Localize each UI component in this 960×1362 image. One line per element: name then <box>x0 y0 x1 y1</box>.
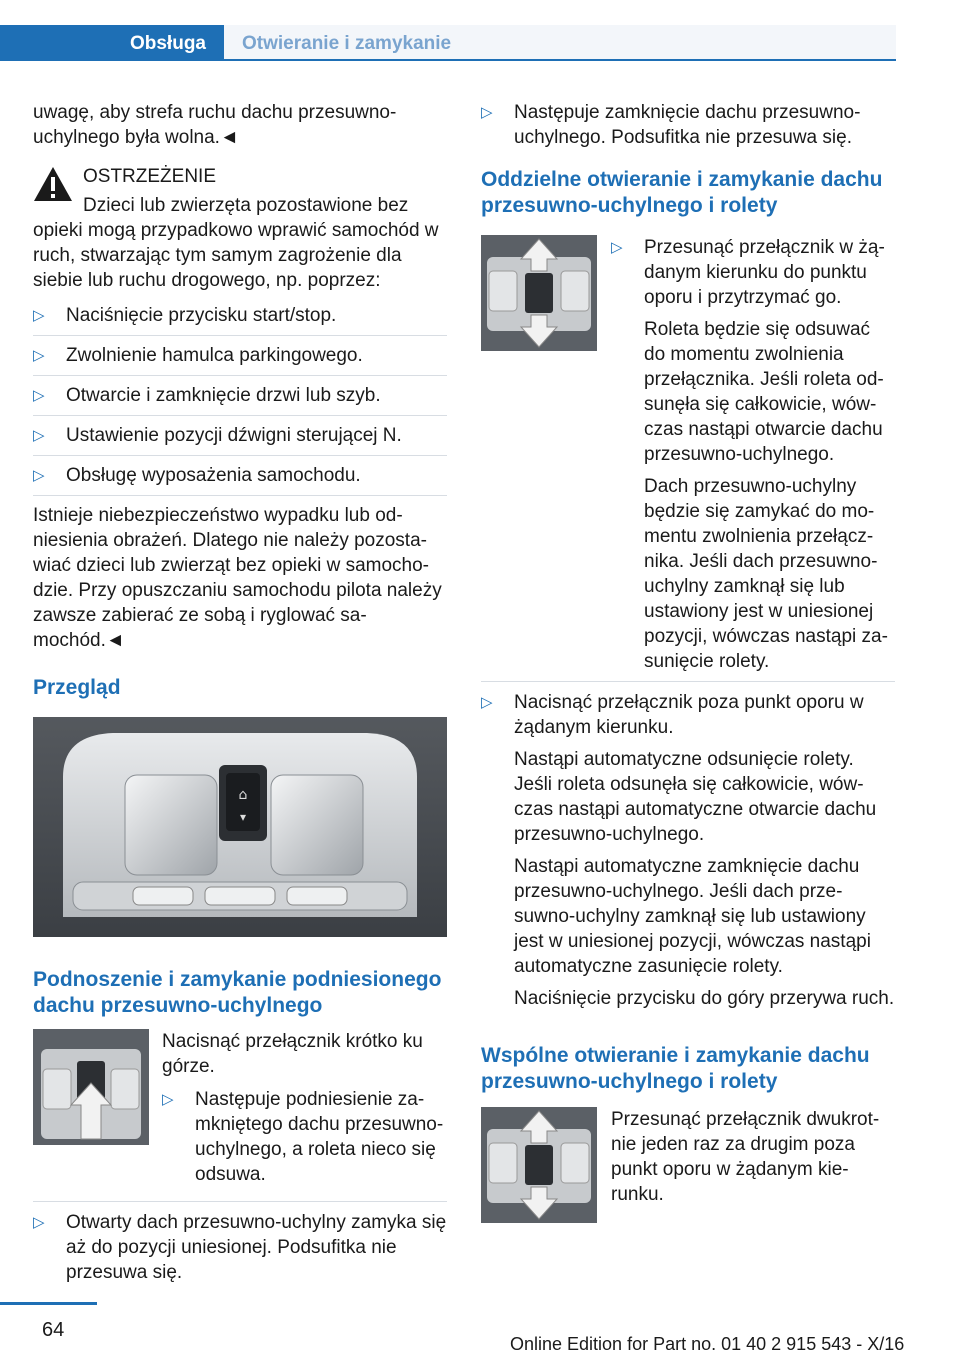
raise-list-2 <box>33 1210 447 1292</box>
svg-text:▾: ▾ <box>239 810 247 824</box>
list-item-text: Następuje podniesienie zamkniętego dachu przesuwno-uchylnego, a roleta nieco się odsuwa. <box>195 1089 444 1185</box>
raise-heading: Podnoszenie i zamykanie podniesionego dachu przesuwno-uchylnego <box>33 968 442 1017</box>
warning-after-text: Istnieje niebezpieczeństwo wypadku lub odniesienia obrażeń. Dlatego nie należy pozostawiać dzieci lub zwierząt bez opieki w samochodzie. Przy opuszczaniu samochodu pilota należy zawsze zabierać ze sobą i ryglować samochód.◄ <box>33 505 442 651</box>
page-number: 64 <box>42 1319 65 1341</box>
triangle-bullet-icon: ▷ <box>33 307 45 324</box>
list-item <box>481 100 895 157</box>
triangle-bullet-icon: ▷ <box>33 1214 45 1231</box>
warning-title: OSTRZEŻENIE <box>83 166 217 187</box>
raise-row <box>33 1029 447 1201</box>
switch-updown-image-2 <box>481 1107 597 1223</box>
footer-rule <box>0 1302 97 1305</box>
separate-list-2 <box>481 690 895 1025</box>
tab-chapter[interactable]: Otwieranie i zamykanie <box>224 25 896 61</box>
switch-updown-image <box>481 235 597 351</box>
list-item-text: Otwarty dach przesuwno-uchylny zamyka się aż do pozycji uniesionej. Podsufitka nie przesuwa się. <box>66 1212 447 1283</box>
warning-text <box>33 193 447 293</box>
separate-heading: Oddzielne otwieranie i zamykanie dachu przesuwno-uchylnego i rolety <box>481 168 883 217</box>
overview-heading: Przegląd <box>33 676 121 699</box>
list-item <box>481 690 895 1025</box>
raise-list <box>162 1087 447 1194</box>
svg-text:⌂: ⌂ <box>238 787 248 803</box>
separate-row <box>481 235 895 681</box>
separate-divider <box>481 681 895 682</box>
list-item <box>33 303 447 336</box>
warning-block <box>33 164 447 293</box>
list-item-text: Ustawienie pozycji dźwigni sterującej N. <box>66 425 402 446</box>
list-item <box>33 463 447 496</box>
top-list <box>481 100 895 157</box>
warning-text-content: Dzieci lub zwierzęta pozostawione bez opieki mogą przypadkowo wprawić samochód w ruch, stwarzając tym samym zagrożenie dla siebie lub ruchu drogowego, np. poprzez: <box>33 195 439 291</box>
list-item-text: Naciśnięcie przycisku start/stop. <box>66 305 337 326</box>
intro-line-1: uwagę, aby strefa ruchu dachu przesuwno- <box>33 102 397 123</box>
raise-text: Nacisnąć przełącznik krótko ku górze. <box>162 1031 423 1077</box>
triangle-bullet-icon: ▷ <box>33 467 45 484</box>
raise-content <box>162 1029 447 1201</box>
intro-line-2: uchylnego była wolna.◄ <box>33 127 239 148</box>
common-text: Przesunąć przełącznik dwukrotnie jeden raz za drugim poza punkt oporu w żądanym kierunku. <box>611 1109 880 1205</box>
list-item <box>33 383 447 416</box>
left-column <box>33 100 447 1299</box>
warning-list <box>33 303 447 496</box>
switch-up-image <box>33 1029 149 1145</box>
list-item <box>33 343 447 376</box>
sep-item1-p2: Roleta będzie się odsuwać do momentu zwolnienia przełącznika. Jeśli roleta odsunęła się całkowicie, wówczas nastąpi otwarcie dachu przesuwno-uchylnego. <box>644 319 884 465</box>
tab-section[interactable]: Obsługa <box>0 25 224 61</box>
list-item-text: Następuje zamknięcie dachu przesuwno-uchylnego. Podsufitka nie przesuwa się. <box>514 102 861 148</box>
raise-divider <box>33 1201 447 1202</box>
intro-text <box>33 100 447 150</box>
sep-item2-p4: Naciśnięcie przycisku do góry przerywa ruch. <box>514 988 895 1009</box>
separate-list-1 <box>611 235 895 681</box>
sep-item1-p1: Przesunąć przełącznik w żądanym kierunku do punktu oporu i przytrzymać go. <box>644 237 885 308</box>
overview-switch-panel-image <box>33 717 447 937</box>
triangle-bullet-icon: ▷ <box>611 239 623 256</box>
sep-item2-p1: Nacisnąć przełącznik poza punkt oporu w żądanym kierunku. <box>514 692 864 738</box>
list-item-text: Otwarcie i zamknięcie drzwi lub szyb. <box>66 385 381 406</box>
list-item <box>33 423 447 456</box>
triangle-bullet-icon: ▷ <box>33 347 45 364</box>
list-item-text: Zwolnienie hamulca parkingowego. <box>66 345 363 366</box>
common-row <box>481 1107 895 1223</box>
warning-triangle-icon <box>33 166 73 202</box>
common-heading: Wspólne otwieranie i zamykanie dachu przesuwno-uchylnego i rolety <box>481 1044 870 1093</box>
list-item-text: Obsługę wyposażenia samochodu. <box>66 465 361 486</box>
list-item <box>611 235 895 674</box>
header-tabs <box>0 25 960 61</box>
triangle-bullet-icon: ▷ <box>481 104 493 121</box>
sep-item2-p2: Nastąpi automatyczne odsunięcie rolety. Jeśli roleta odsunęła się całkowicie, wówczas nastąpi automatyczne otwarcie dachu przesuwno-uchylnego. <box>514 749 877 845</box>
sep-item1-p3: Dach przesuwno-uchylny będzie się zamykać do momentu zwolnienia przełącznika. Jeśli dach przesuwno-uchylny zamknął się lub ustawiony jest w uniesionej pozycji, wówczas nastąpi zasunięcie rolety. <box>644 476 888 672</box>
triangle-bullet-icon: ▷ <box>162 1091 174 1108</box>
header-rule <box>0 59 896 61</box>
triangle-bullet-icon: ▷ <box>33 427 45 444</box>
list-item <box>162 1087 447 1194</box>
triangle-bullet-icon: ▷ <box>33 387 45 404</box>
sep-item2-p3: Nastąpi automatyczne zamknięcie dachu przesuwno-uchylnego. Jeśli dach przesuwno-uchylny zamknął się lub ustawiony jest w uniesionej pozycji, wówczas nastąpi automatyczne zasunięcie rolety. <box>514 856 871 977</box>
list-item <box>33 1210 447 1292</box>
edition-text: Online Edition for Part no. 01 40 2 915 543 - X/16 <box>510 1334 905 1354</box>
triangle-bullet-icon: ▷ <box>481 694 493 711</box>
right-column <box>481 100 895 1223</box>
